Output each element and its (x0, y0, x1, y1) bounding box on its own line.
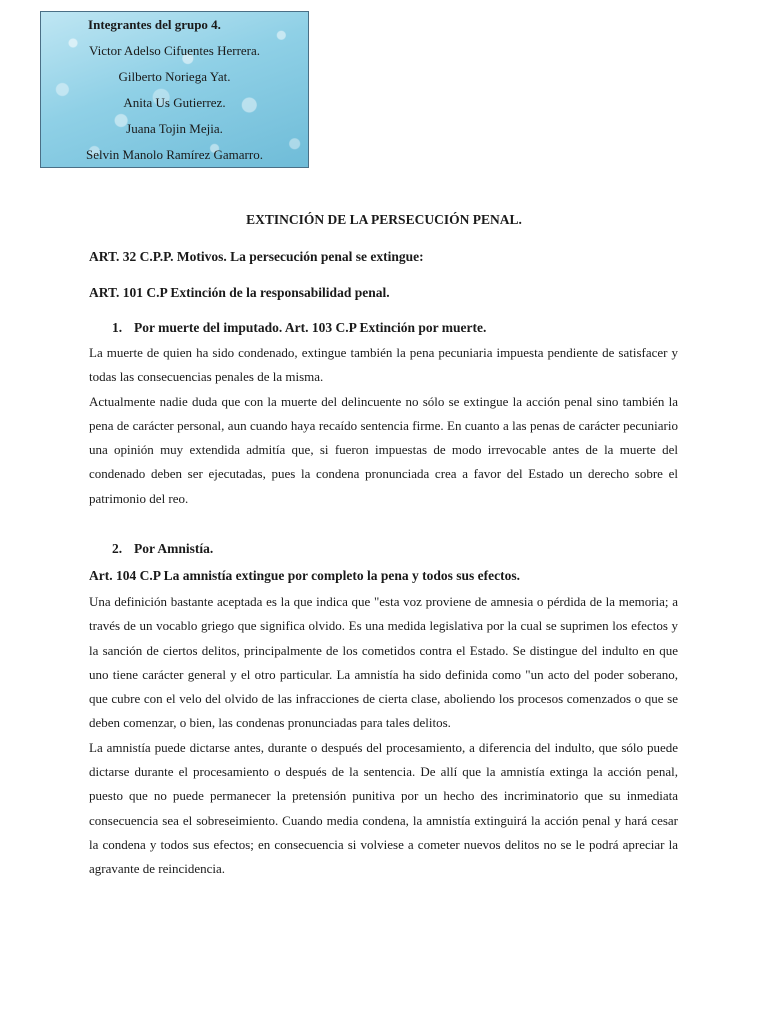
section-1-title: Por muerte del imputado. Art. 103 C.P Extinción por muerte. (134, 320, 487, 335)
section-2-title: Por Amnistía. (134, 541, 214, 556)
section-2-number: 2. (112, 541, 123, 556)
group-members-box (40, 11, 309, 168)
section-2-body (89, 590, 678, 882)
group-member: Selvin Manolo Ramírez Gamarro. (86, 147, 263, 162)
section-1-body (89, 341, 678, 511)
section-1-number: 1. (112, 320, 123, 335)
paragraph: La muerte de quien ha sido condenado, extingue también la pena pecuniaria impuesta pendiente de satisfacer y todas las consecuencias penales de la misma. (89, 345, 678, 385)
group-member: Anita Us Gutierrez. (123, 95, 226, 110)
art-104-heading: Art. 104 C.P La amnistía extingue por completo la pena y todos sus efectos. (89, 568, 520, 583)
group-title: Integrantes del grupo 4. (88, 17, 221, 32)
group-member: Gilberto Noriega Yat. (118, 69, 231, 84)
art-32-heading: ART. 32 C.P.P. Motivos. La persecución penal se extingue: (89, 249, 424, 264)
section-1-heading (112, 320, 486, 336)
paragraph: La amnistía puede dictarse antes, durante o después del procesamiento, a diferencia del indulto, que sólo puede dictarse durante el procesamiento o después de la sentencia. De allí que la amnistía extinga la acción penal, puesto que no puede permanecer la pretensión punitiva por un hecho des incriminatorio que su inmediata consecuencia sea el sobreseimiento. Cuando media condena, la amnistía extinguirá la acción penal y hará cesar la condena y todos sus efectos; en consecuencia si volviese a cometer nuevos delitos no se le podrá apreciar la agravante de reincidencia. (89, 739, 678, 877)
section-2-heading (112, 541, 213, 557)
group-member: Victor Adelso Cifuentes Herrera. (88, 43, 261, 58)
group-member: Juana Tojin Mejia. (126, 121, 223, 136)
paragraph: Actualmente nadie duda que con la muerte del delincuente no sólo se extingue la acción penal sino también la pena de carácter personal, aun cuando haya recaído sentencia firme. En cuanto a las penas de carácter pecuniario una opinión muy extendida admitía que, si fueron impuestas de modo irrevocable antes de la muerte del condenado deben ser ejecutadas, pues la condena pronunciada crea a favor del Estado un derecho sobre el patrimonio del reo. (89, 393, 678, 506)
document-title: EXTINCIÓN DE LA PERSECUCIÓN PENAL. (246, 212, 522, 227)
art-101-heading: ART. 101 C.P Extinción de la responsabilidad penal. (89, 285, 390, 300)
paragraph: Una definición bastante aceptada es la que indica que "esta voz proviene de amnesia o pérdida de la memoria; a través de un vocablo griego que significa olvido. Es una medida legislativa por la cual se suprimen los efectos y la sanción de ciertos delitos, principalmente de los cometidos contra el Estado. Se distingue del indulto en que uno tiene carácter general y el otro particular. La amnistía ha sido definida como "un acto del poder soberano, que cubre con el velo del olvido de las infracciones de cierta clase, aboliendo los procesos comenzados o que se deben comenzar, o bien, las condenas pronunciadas para tales delitos. (89, 594, 678, 731)
